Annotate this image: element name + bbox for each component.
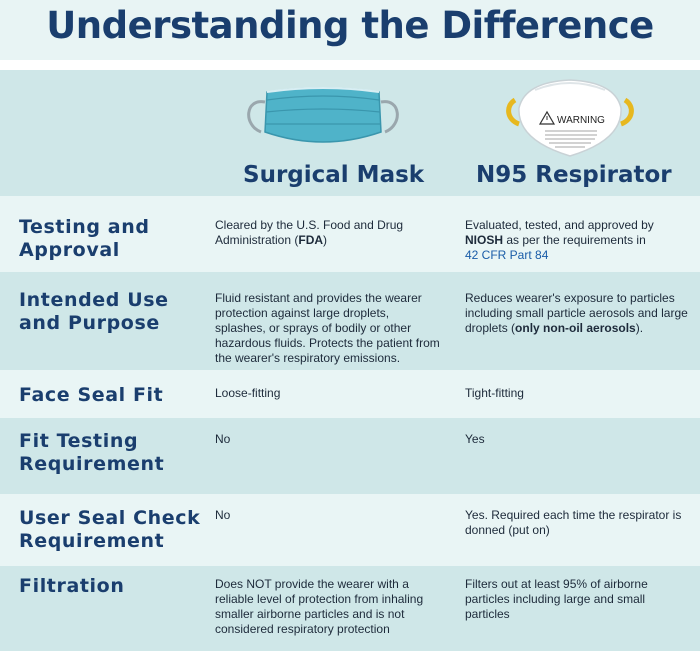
row-user-seal-check [0, 494, 700, 566]
surgical-mask-icon [243, 80, 403, 155]
n95-cell: Yes. Required each time the respirator is donned (put on) [465, 508, 682, 537]
n95-cell: Evaluated, tested, and approved by NIOSH as per the requirements in 42 CFR Part 84 [465, 218, 654, 262]
surgical-cell: Fluid resistant and provides the wearer protection against large droplets, splashes, or sprays of bodily or other hazardous fluids. Protects the patient from the wearer's respiratory emissions. [215, 291, 440, 365]
row-label: Face Seal Fit [19, 384, 164, 406]
row-face-seal-fit [0, 370, 700, 418]
n95-cell: Tight-fitting [465, 386, 524, 400]
row-label: Testing and Approval [19, 216, 150, 261]
row-filtration [0, 566, 700, 651]
row-label: Fit Testing Requirement [19, 430, 165, 475]
row-testing-approval [0, 196, 700, 272]
row-fit-testing [0, 418, 700, 494]
surgical-cell: Cleared by the U.S. Food and Drug Administration (FDA) [215, 218, 404, 247]
column-header-surgical: Surgical Mask [243, 162, 425, 188]
row-label: Intended Use and Purpose [19, 289, 169, 334]
n95-respirator-icon [505, 78, 635, 160]
surgical-cell: No [215, 432, 231, 446]
row-label: User Seal Check Requirement [19, 507, 201, 552]
column-header-n95: N95 Respirator [476, 162, 672, 188]
n95-cell: Filters out at least 95% of airborne particles including large and small particles [465, 577, 648, 621]
regulation-link[interactable]: 42 CFR Part 84 [465, 248, 549, 262]
page-title: Understanding the Difference [46, 4, 654, 47]
n95-cell: Yes [465, 432, 485, 446]
title-bar [0, 0, 700, 60]
divider [0, 60, 700, 70]
surgical-cell: Loose-fitting [215, 386, 281, 400]
row-intended-use [0, 272, 700, 370]
surgical-cell: No [215, 508, 231, 522]
n95-cell: Reduces wearer's exposure to particles including small particle aerosols and large droplets (only non-oil aerosols). [465, 291, 688, 335]
warning-badge-text: WARNING [557, 115, 605, 126]
surgical-cell: Does NOT provide the wearer with a reliable level of protection from inhaling smaller airborne particles and is not considered respiratory protection [215, 577, 424, 636]
row-label: Filtration [19, 575, 125, 597]
